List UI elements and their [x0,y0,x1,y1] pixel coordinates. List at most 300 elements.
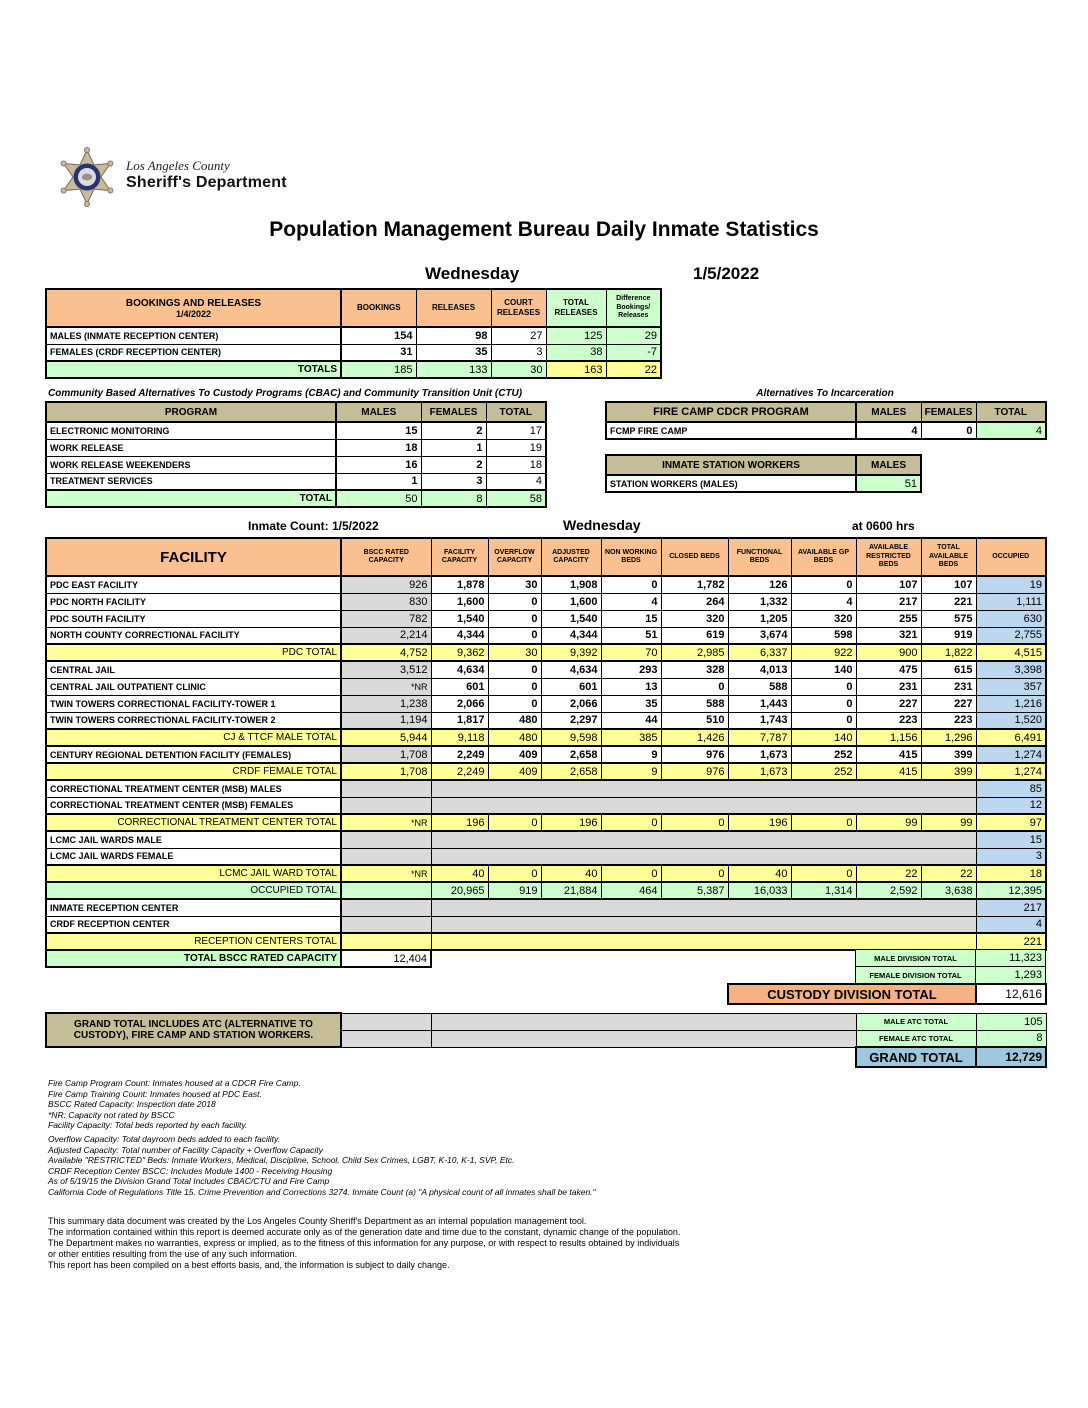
cell-court-releases: 27 [491,327,546,344]
subtotal-row [46,729,1046,746]
cell-gp: 1,314 [791,882,856,899]
cell-total: 18 [486,456,546,473]
table-row [46,327,661,344]
cell-closed: 1,782 [661,576,728,593]
bookings-title-line1: BOOKINGS AND RELEASES [125,297,262,309]
cell-nonworking: 35 [601,695,661,712]
cell-overflow: 0 [488,695,541,712]
col-header-males: MALES [856,455,921,475]
cell-available: 231 [921,678,976,695]
table-row [46,797,1046,814]
table-row [46,712,1046,729]
cell-closed: 328 [661,661,728,678]
cell-closed: 588 [661,695,728,712]
station-workers-table [605,454,922,493]
cell-gp: 4 [791,593,856,610]
cell-occupied: 630 [976,610,1046,627]
cell-occupied: 4 [976,916,1046,933]
cell-bscc: 782 [341,610,431,627]
cell-functional: 1,332 [728,593,791,610]
cell-bscc: 1,708 [341,763,431,780]
table-row [46,439,546,456]
cell-closed: 510 [661,712,728,729]
footnote-line: BSCC Rated Capacity: Inspection date 2018 [48,1099,216,1110]
cell-available: 107 [921,576,976,593]
cell-functional: 4,013 [728,661,791,678]
cell-available: 221 [921,593,976,610]
cell-capacity: 2,249 [431,763,488,780]
table-row [46,916,1046,933]
cell-occupied: 3,398 [976,661,1046,678]
cell-capacity: 601 [431,678,488,695]
facility-name: CRDF RECEPTION CENTER [46,916,341,933]
cbac-section-title: Community Based Alternatives To Custody Programs (CBAC) and Community Transition Unit (CTU) [48,388,523,399]
facility-name: CENTURY REGIONAL DETENTION FACILITY (FEMALES) [46,746,341,763]
cell-gp: 0 [791,576,856,593]
cell-occupied: 15 [976,831,1046,848]
cell-bscc: *NR [341,865,431,882]
table-row [856,967,1046,984]
subtotal-row [46,814,1046,831]
female-division-total-value: 1,293 [976,967,1046,984]
col-header-releases: RELEASES [416,289,491,327]
table-row [46,780,1046,797]
cell-closed: 976 [661,763,728,780]
female-atc-total-value: 8 [976,1030,1046,1047]
disclaimer-line: This report has been compiled on a best efforts basis, and, the information is subject to daily change. [48,1260,450,1270]
cell-closed: 320 [661,610,728,627]
cell-nonworking: 15 [601,610,661,627]
facility-table [45,537,1047,951]
cell-restricted: 1,156 [856,729,921,746]
not-applicable-span [431,916,976,933]
inmate-count-weekday: Wednesday [563,517,641,533]
col-header-available: TOTAL AVAILABLE BEDS [921,538,976,576]
table-row [606,422,1046,439]
cell-females: 3 [421,473,486,490]
cell-overflow: 480 [488,712,541,729]
cell-occupied: 1,111 [976,593,1046,610]
cell-overflow: 30 [488,576,541,593]
cell-adjusted: 2,066 [541,695,601,712]
cell-functional: 16,033 [728,882,791,899]
cbac-table [45,401,547,508]
footnote-line: Available "RESTRICTED" Beds: Inmate Workers, Medical, Discipline, School, Child Sex Crimes, LGBT, K-10, K-1, SVP, Etc. [48,1155,515,1166]
cell-total-total: 58 [486,490,546,507]
cell-bscc: *NR [341,678,431,695]
col-header-overflow: OVERFLOW CAPACITY [488,538,541,576]
table-row [46,899,1046,916]
cell-total: 19 [486,439,546,456]
cell-overflow: 409 [488,763,541,780]
bookings-releases-table [45,288,662,379]
cell-closed: 264 [661,593,728,610]
cell-adjusted: 1,600 [541,593,601,610]
cell-bscc: 3,512 [341,661,431,678]
facility-name: TWIN TOWERS CORRECTIONAL FACILITY-TOWER 1 [46,695,341,712]
page-title: Population Management Bureau Daily Inmate Statistics [269,218,819,241]
cell-functional: 196 [728,814,791,831]
col-header-difference: Difference Bookings/ Releases [606,289,661,327]
grand-total-note-line2: CUSTODY), FIRE CAMP AND STATION WORKERS. [73,1030,314,1041]
cell-capacity: 1,878 [431,576,488,593]
cell-functional: 126 [728,576,791,593]
table-row [46,848,1046,865]
footnote-line: CRDF Reception Center BSCC: Includes Module 1400 - Receiving Housing [48,1165,333,1176]
cell-gp: 0 [791,712,856,729]
cell-occupied: 12,395 [976,882,1046,899]
col-header-bscc: BSCC RATED CAPACITY [341,538,431,576]
totals-label: TOTALS [46,361,341,378]
cell-bscc: 1,194 [341,712,431,729]
cell-occupied: 18 [976,865,1046,882]
cell-bscc: 1,238 [341,695,431,712]
cell-bscc [341,899,431,916]
facility-name: PDC NORTH FACILITY [46,593,341,610]
custody-division-total-label: CUSTODY DIVISION TOTAL [728,984,976,1004]
cell-bscc [341,916,431,933]
subtotal-label: LCMC JAIL WARD TOTAL [46,865,341,882]
cell-adjusted: 1,540 [541,610,601,627]
facility-name: LCMC JAIL WARDS MALE [46,831,341,848]
grand-total-block [45,1012,1047,1068]
female-atc-total-label: FEMALE ATC TOTAL [856,1030,976,1047]
cell-functional: 1,673 [728,746,791,763]
not-applicable-span [431,780,976,797]
cell-court-releases-total: 30 [491,361,546,378]
cell-releases: 35 [416,344,491,361]
cell-overflow: 0 [488,678,541,695]
cell-gp: 0 [791,695,856,712]
col-header-males: MALES [856,402,921,422]
logo-department-text: Sheriff's Department [126,174,287,191]
cell-gp: 0 [791,865,856,882]
cell-nonworking: 44 [601,712,661,729]
cell-available: 99 [921,814,976,831]
cell-occupied: 12 [976,797,1046,814]
subtotal-label: CJ & TTCF MALE TOTAL [46,729,341,746]
col-header-nonworking: NON WORKING BEDS [601,538,661,576]
cell-difference: 29 [606,327,661,344]
cell-adjusted: 4,634 [541,661,601,678]
cell-males: 1 [336,473,421,490]
table-row [46,422,546,439]
disclaimer-line: The Department makes no warranties, express or implied, as to the fitness of this information for any purpose, or with respect to results obtained by individuals [48,1238,680,1248]
cell-bscc: 1,708 [341,746,431,763]
footnotes [48,1078,1038,1198]
table-header-row [46,538,1046,576]
cell-bookings-total: 185 [341,361,416,378]
cell-closed: 0 [661,678,728,695]
not-applicable-span [431,848,976,865]
cell-adjusted: 2,658 [541,763,601,780]
cell-occupied: 6,491 [976,729,1046,746]
cell-adjusted: 40 [541,865,601,882]
cell-capacity: 4,344 [431,627,488,644]
disclaimer [48,1216,1038,1271]
spacer [46,1047,341,1067]
cell-gp: 0 [791,814,856,831]
disclaimer-line: or other entities resulting from the use of any such information. [48,1249,298,1259]
footnote-line: As of 5/19/15 the Division Grand Total Includes CBAC/CTU and Fire Camp [48,1176,330,1187]
cell-males: 4 [856,422,921,439]
col-header-fire-camp: FIRE CAMP CDCR PROGRAM [606,402,856,422]
table-header-row [46,402,546,422]
weekday-label: Wednesday [425,264,520,283]
cell-occupied: 1,274 [976,763,1046,780]
cell-nonworking: 0 [601,814,661,831]
subtotal-row [46,644,1046,661]
cell-restricted: 227 [856,695,921,712]
cell-adjusted: 4,344 [541,627,601,644]
cell-bscc [341,933,431,950]
col-header-facility: FACILITY [46,538,341,576]
inmate-count-time: at 0600 hrs [852,519,915,533]
cell-overflow: 0 [488,865,541,882]
cell-restricted: 415 [856,763,921,780]
date-label: 1/5/2022 [693,264,760,283]
cell-gp: 598 [791,627,856,644]
cell-available: 615 [921,661,976,678]
facility-name: INMATE RECEPTION CENTER [46,899,341,916]
table-row [46,344,661,361]
cell-functional: 1,205 [728,610,791,627]
cell-bookings: 154 [341,327,416,344]
cell-functional: 588 [728,678,791,695]
row-label-males: MALES (INMATE RECEPTION CENTER) [46,327,341,344]
not-applicable-span [431,831,976,848]
occupied-total-label: OCCUPIED TOTAL [46,882,341,899]
cell-gp: 0 [791,678,856,695]
cell-bscc [341,882,431,899]
disclaimer-line: This summary data document was created by the Los Angeles County Sheriff's Department as an internal population management tool. [48,1216,587,1226]
cell-nonworking: 4 [601,593,661,610]
cell-occupied: 1,216 [976,695,1046,712]
custody-division-total-table [727,983,1047,1005]
col-header-court-releases: COURT RELEASES [491,289,546,327]
cell-nonworking: 51 [601,627,661,644]
cell-capacity: 40 [431,865,488,882]
col-header-closed: CLOSED BEDS [661,538,728,576]
cell-nonworking: 9 [601,746,661,763]
col-header-total: TOTAL [976,402,1046,422]
cell-occupied: 3 [976,848,1046,865]
totals-row [46,361,661,378]
table-row [46,1047,1046,1067]
table-row [46,678,1046,695]
facility-statistics-block [45,537,1045,1002]
cell-closed: 0 [661,865,728,882]
col-header-functional: FUNCTIONAL BEDS [728,538,791,576]
cell-capacity: 4,634 [431,661,488,678]
cell-occupied: 357 [976,678,1046,695]
cell-females: 1 [421,439,486,456]
totals-row [46,490,546,507]
bscc-total-value: 12,404 [341,950,431,967]
subtotal-row [46,763,1046,780]
cell-restricted: 22 [856,865,921,882]
bscc-total-label: TOTAL BSCC RATED CAPACITY [46,950,341,967]
empty-cell [341,1030,431,1047]
col-header-adjusted: ADJUSTED CAPACITY [541,538,601,576]
cell-capacity: 2,066 [431,695,488,712]
empty-cell [431,1013,856,1030]
cell-nonworking: 0 [601,576,661,593]
cell-restricted: 223 [856,712,921,729]
cell-overflow: 0 [488,610,541,627]
cell-overflow: 0 [488,661,541,678]
grand-total-value: 12,729 [976,1047,1046,1067]
cell-adjusted: 21,884 [541,882,601,899]
table-row [728,984,1046,1004]
col-header-females: FEMALES [921,402,976,422]
cell-restricted: 415 [856,746,921,763]
footnote-line: Fire Camp Program Count: Inmates housed at a CDCR Fire Camp. [48,1078,301,1088]
cell-bscc: 926 [341,576,431,593]
facility-name: NORTH COUNTY CORRECTIONAL FACILITY [46,627,341,644]
cell-restricted: 900 [856,644,921,661]
cell-total-releases-total: 163 [546,361,606,378]
ati-section-title: Alternatives To Incarceration [756,388,894,399]
table-row [46,576,1046,593]
cell-gp: 252 [791,746,856,763]
cell-females: 0 [921,422,976,439]
facility-name: TWIN TOWERS CORRECTIONAL FACILITY-TOWER 2 [46,712,341,729]
cell-gp: 140 [791,661,856,678]
division-totals-table [855,949,1046,984]
cell-closed: 1,426 [661,729,728,746]
table-row [46,831,1046,848]
program-label: ELECTRONIC MONITORING [46,422,336,439]
table-row [46,695,1046,712]
footnote-line: Overflow Capacity: Total dayroom beds added to each facility. [48,1133,280,1144]
male-atc-total-label: MALE ATC TOTAL [856,1013,976,1030]
cell-overflow: 0 [488,627,541,644]
col-header-bookings: BOOKINGS [341,289,416,327]
cell-total: 4 [976,422,1046,439]
cell-bscc: 2,214 [341,627,431,644]
cell-occupied: 85 [976,780,1046,797]
table-header-row [46,289,661,327]
cell-station-workers-males: 51 [856,475,921,492]
cell-available: 1,296 [921,729,976,746]
occupied-total-row [46,882,1046,899]
empty-span [431,933,976,950]
col-header-females: FEMALES [421,402,486,422]
spacer [341,1047,431,1067]
cell-occupied: 97 [976,814,1046,831]
cell-available: 227 [921,695,976,712]
footnote-line: California Code of Regulations Title 15. Crime Prevention and Corrections 3274. Inmate Count (a) "A physical count of all inmates shall be taken." [48,1186,596,1197]
cell-gp: 922 [791,644,856,661]
cell-available: 575 [921,610,976,627]
cell-restricted: 231 [856,678,921,695]
cell-functional: 6,337 [728,644,791,661]
not-applicable-span [431,797,976,814]
subtotal-label: RECEPTION CENTERS TOTAL [46,933,341,950]
cell-gp: 140 [791,729,856,746]
cell-available: 919 [921,627,976,644]
cell-bscc [341,797,431,814]
subtotal-label: CRDF FEMALE TOTAL [46,763,341,780]
cell-occupied: 1,274 [976,746,1046,763]
custody-division-total-value: 12,616 [976,984,1046,1004]
cell-nonworking: 464 [601,882,661,899]
cell-males: 16 [336,456,421,473]
subtotal-row [46,933,1046,950]
table-row [46,473,546,490]
cell-occupied: 19 [976,576,1046,593]
cell-bscc: 830 [341,593,431,610]
cell-bscc: 5,944 [341,729,431,746]
cell-females-total: 8 [421,490,486,507]
cell-restricted: 107 [856,576,921,593]
facility-name: CENTRAL JAIL [46,661,341,678]
cell-total: 4 [486,473,546,490]
cell-total-releases: 38 [546,344,606,361]
cell-overflow: 30 [488,644,541,661]
cell-available: 1,822 [921,644,976,661]
cell-restricted: 2,592 [856,882,921,899]
cell-adjusted: 196 [541,814,601,831]
cell-occupied: 4,515 [976,644,1046,661]
cell-bscc: 4,752 [341,644,431,661]
cell-court-releases: 3 [491,344,546,361]
program-label: TREATMENT SERVICES [46,473,336,490]
cell-males: 18 [336,439,421,456]
cell-restricted: 321 [856,627,921,644]
cell-adjusted: 9,392 [541,644,601,661]
cell-functional: 40 [728,865,791,882]
col-header-program: PROGRAM [46,402,336,422]
col-header-capacity: FACILITY CAPACITY [431,538,488,576]
cell-restricted: 217 [856,593,921,610]
grand-total-label: GRAND TOTAL [856,1047,976,1067]
cell-releases: 98 [416,327,491,344]
cell-releases-total: 133 [416,361,491,378]
col-header-restricted: AVAILABLE RESTRICTED BEDS [856,538,921,576]
station-workers-label: STATION WORKERS (MALES) [606,475,856,492]
cell-functional: 3,674 [728,627,791,644]
inmate-count-label: Inmate Count: 1/5/2022 [248,519,379,533]
cell-overflow: 0 [488,814,541,831]
program-label: WORK RELEASE [46,439,336,456]
bookings-title-line2: 1/4/2022 [175,308,212,319]
cell-capacity: 2,249 [431,746,488,763]
cell-adjusted: 2,658 [541,746,601,763]
program-label: WORK RELEASE WEEKENDERS [46,456,336,473]
cell-nonworking: 70 [601,644,661,661]
cell-closed: 976 [661,746,728,763]
table-header-row [606,402,1046,422]
cell-functional: 1,443 [728,695,791,712]
footnote-line: Facility Capacity: Total beds reported by each facility. [48,1120,248,1131]
cell-functional: 7,787 [728,729,791,746]
cell-occupied: 217 [976,899,1046,916]
cell-available: 3,638 [921,882,976,899]
table-row [46,746,1046,763]
cell-closed: 619 [661,627,728,644]
cell-closed: 0 [661,814,728,831]
col-header-males: MALES [336,402,421,422]
agency-logo [58,146,287,215]
cell-bscc [341,780,431,797]
male-division-total-value: 11,323 [976,950,1046,967]
table-row [856,950,1046,967]
cell-nonworking: 9 [601,763,661,780]
cell-restricted: 255 [856,610,921,627]
cell-overflow: 0 [488,593,541,610]
